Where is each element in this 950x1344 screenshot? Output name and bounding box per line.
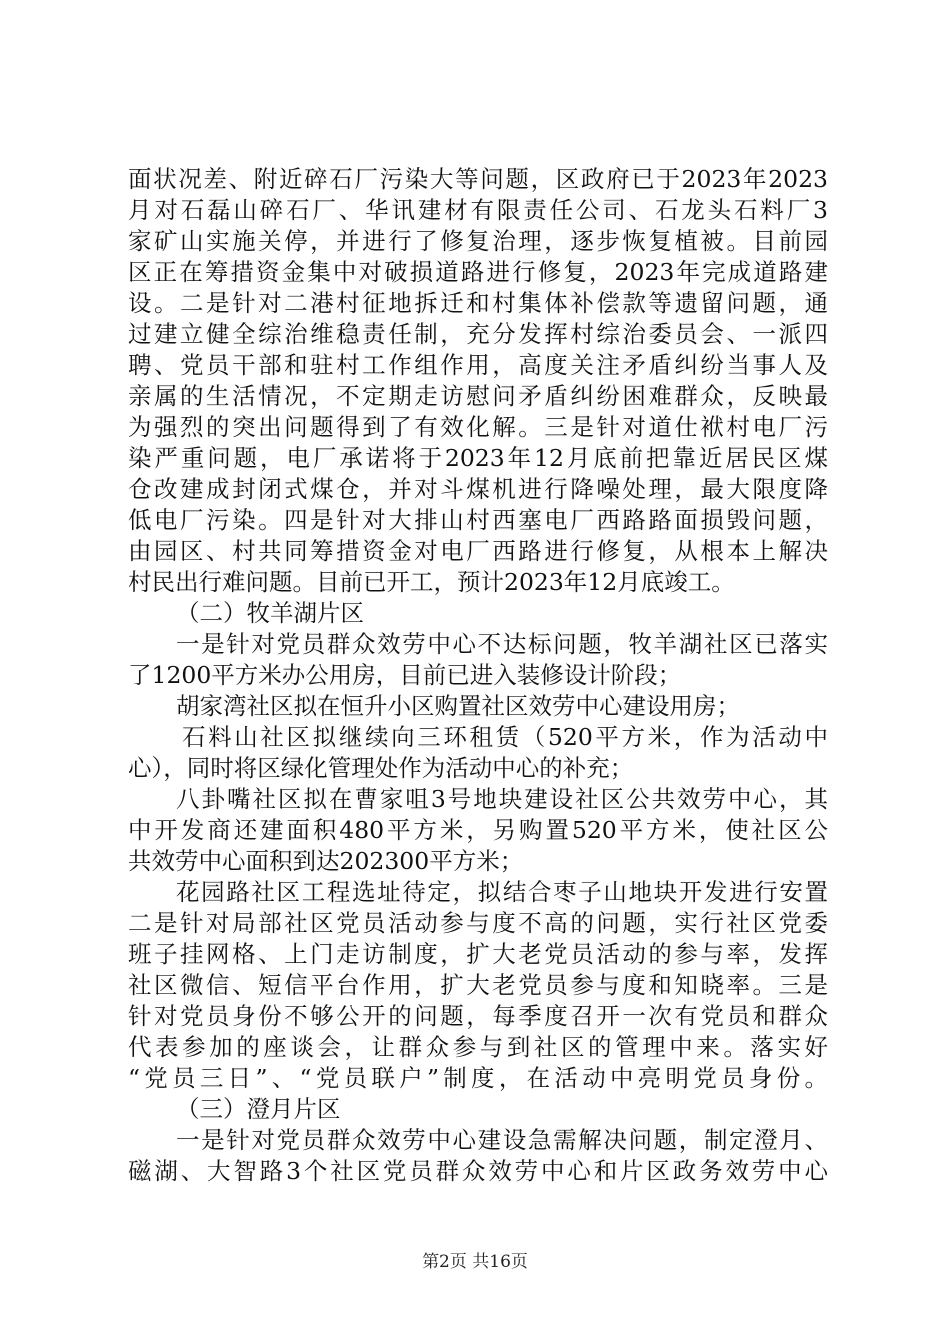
paragraph-line: “党员三日”、“党员联户”制度，在活动中亮明党员身份。 [128,1064,828,1092]
page-number: 第2页 共16页 [422,1252,528,1272]
paragraph-line: 面状况差、附近碎石厂污染大等问题，区政府已于2023年2023 [128,165,828,193]
paragraph-line: 村民出行难问题。目前已开工，预计2023年12月底竣工。 [128,568,735,596]
paragraph-line: 八卦嘴社区拟在曹家咀3号地块建设社区公共效劳中心，其 [176,785,828,813]
paragraph-line: 磁湖、大智路3个社区党员群众效劳中心和片区政务效劳中心 [128,1157,828,1185]
paragraph-line: 月对石磊山碎石厂、华讯建材有限责任公司、石龙头石料厂3 [128,196,828,224]
paragraph-line: 花园路社区工程选址待定，拟结合枣子山地块开发进行安置 [176,878,828,906]
paragraph-line: 了1200平方米办公用房，目前已进入装修设计阶段； [128,661,682,689]
section-heading: （二）牧羊湖片区 [176,599,364,627]
paragraph-line: 二是针对局部社区党员活动参与度不高的问题，实行社区党委 [128,909,828,937]
section-heading: （三）澄月片区 [176,1095,341,1123]
paragraph-line: 代表参加的座谈会，让群众参与到社区的管理中来。落实好 [128,1033,828,1061]
paragraph-line: 由园区、村共同筹措资金对电厂西路进行修复，从根本上解决 [128,537,828,565]
paragraph-line: 过建立健全综治维稳责任制，充分发挥村综治委员会、一派四 [128,320,828,348]
paragraph-line: 石料山社区拟继续向三环租赁（520平方米，作为活动中 [182,723,828,751]
paragraph-line: 区正在筹措资金集中对破损道路进行修复，2023年完成道路建 [128,258,828,286]
paragraph-line: 中开发商还建面积480平方米，另购置520平方米，使社区公 [128,816,828,844]
paragraph-line: 心），同时将区绿化管理处作为活动中心的补充； [128,754,634,782]
paragraph-line: 家矿山实施关停，并进行了修复治理，逐步恢复植被。目前园 [128,227,828,255]
paragraph-line: 共效劳中心面积到达202300平方米； [128,847,524,875]
paragraph-line: 染严重问题，电厂承诺将于2023年12月底前把靠近居民区煤 [128,444,828,472]
paragraph-line: 亲属的生活情况，不定期走访慰问矛盾纠纷困难群众，反映最 [128,382,828,410]
paragraph-line: 针对党员身份不够公开的问题，每季度召开一次有党员和群众 [128,1002,828,1030]
paragraph-line: 社区微信、短信平台作用，扩大老党员参与度和知晓率。三是 [128,971,828,999]
paragraph-line: 低电厂污染。四是针对大排山村西塞电厂西路路面损毁问题， [128,506,828,534]
paragraph-line: 一是针对党员群众效劳中心建设急需解决问题，制定澄月、 [176,1126,828,1154]
paragraph-line: 仓改建成封闭式煤仓，并对斗煤机进行降噪处理，最大限度降 [128,475,828,503]
paragraph-line: 一是针对党员群众效劳中心不达标问题，牧羊湖社区已落实 [176,630,828,658]
paragraph-line: 为强烈的突出问题得到了有效化解。三是针对道仕袱村电厂污 [128,413,828,441]
paragraph-line: 设。二是针对二港村征地拆迁和村集体补偿款等遗留问题，通 [128,289,828,317]
paragraph-line: 聘、党员干部和驻村工作组作用，高度关注矛盾纠纷当事人及 [128,351,828,379]
paragraph-line: 胡家湾社区拟在恒升小区购置社区效劳中心建设用房； [176,692,740,720]
paragraph-line: 班子挂网格、上门走访制度，扩大老党员活动的参与率，发挥 [128,940,828,968]
